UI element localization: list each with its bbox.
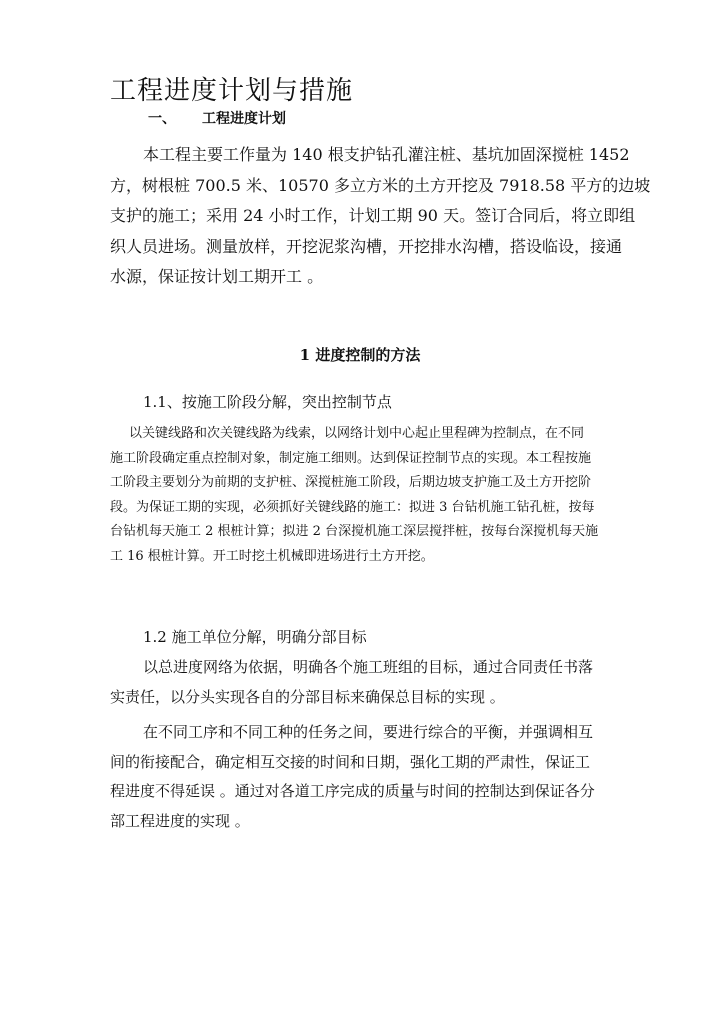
subsection-1-2-paragraph-1 — [110, 653, 630, 712]
paragraph-line: 以总进度网络为依据，明确各个施工班组的目标，通过合同责任书落 — [143, 658, 594, 676]
paragraph-line: 实责任，以分头实现各自的分部目标来确保总目标的实现 。 — [110, 687, 505, 706]
paragraph-line: 工 16 根桩计算。开工时挖土机械即进场进行土方开挖。 — [110, 548, 434, 564]
section-label: 工程进度计划 — [202, 111, 286, 127]
paragraph-line: 台钻机每天施工 2 根桩计算；拟进 2 台深搅机施工深层搅拌桩，按每台深搅机每天施 — [110, 524, 599, 540]
paragraph-line: 部工程进度的实现 。 — [110, 811, 250, 830]
paragraph-line: 本工程主要工作量为 140 根支护钻孔灌注桩、基坑加固深搅桩 1452 — [143, 145, 630, 164]
section-heading — [148, 108, 286, 128]
paragraph-line: 织人员进场。测量放样，开挖泥浆沟槽，开挖排水沟槽，搭设临设，接通 — [110, 236, 623, 256]
subsection-heading-1-1: 1.1、按施工阶段分解，突出控制节点 — [143, 393, 392, 411]
subsection-1-1-paragraph — [110, 422, 630, 570]
paragraph-line: 水源，保证按计划工期开工 。 — [110, 267, 324, 286]
intro-paragraph — [110, 140, 651, 293]
paragraph-line: 工阶段主要划分为前期的支护桩、深搅桩施工阶段，后期边坡支护施工及土方开挖阶 — [110, 475, 592, 491]
section-number: 一、 — [148, 111, 176, 127]
paragraph-line: 以关键线路和次关键线路为线索，以网络计划中心起止里程碑为控制点，在不同 — [129, 426, 585, 441]
paragraph-line: 程进度不得延误 。通过对各道工序完成的质量与时间的控制达到保证各分 — [110, 782, 595, 800]
paragraph-line: 在不同工序和不同工种的任务之间，要进行综合的平衡，并强调相互 — [143, 723, 594, 741]
paragraph-line: 支护的施工；采用 24 小时工作，计划工期 90 天。签订合同后，将立即组 — [110, 206, 636, 225]
paragraph-line: 段。为保证工期的实现，必须抓好关键线路的施工：拟进 3 台钻机施工钻孔桩，按每 — [110, 499, 595, 515]
method-heading: 1 进度控制的方法 — [299, 346, 421, 364]
paragraph-line: 施工阶段确定重点控制对象，制定施工细则。达到保证控制节点的实现。本工程按施 — [110, 450, 592, 466]
paragraph-line: 方，树根桩 700.5 米、10570 多立方米的土方开挖及 7918.58 平方的边坡 — [110, 175, 651, 195]
subsection-heading-1-2: 1.2 施工单位分解，明确分部目标 — [143, 628, 367, 646]
subsection-1-2-paragraph-2 — [110, 718, 630, 836]
document-title: 工程进度计划与措施 — [110, 76, 354, 106]
paragraph-line: 间的衔接配合，确定相互交接的时间和日期，强化工期的严肃性，保证工 — [110, 752, 591, 771]
